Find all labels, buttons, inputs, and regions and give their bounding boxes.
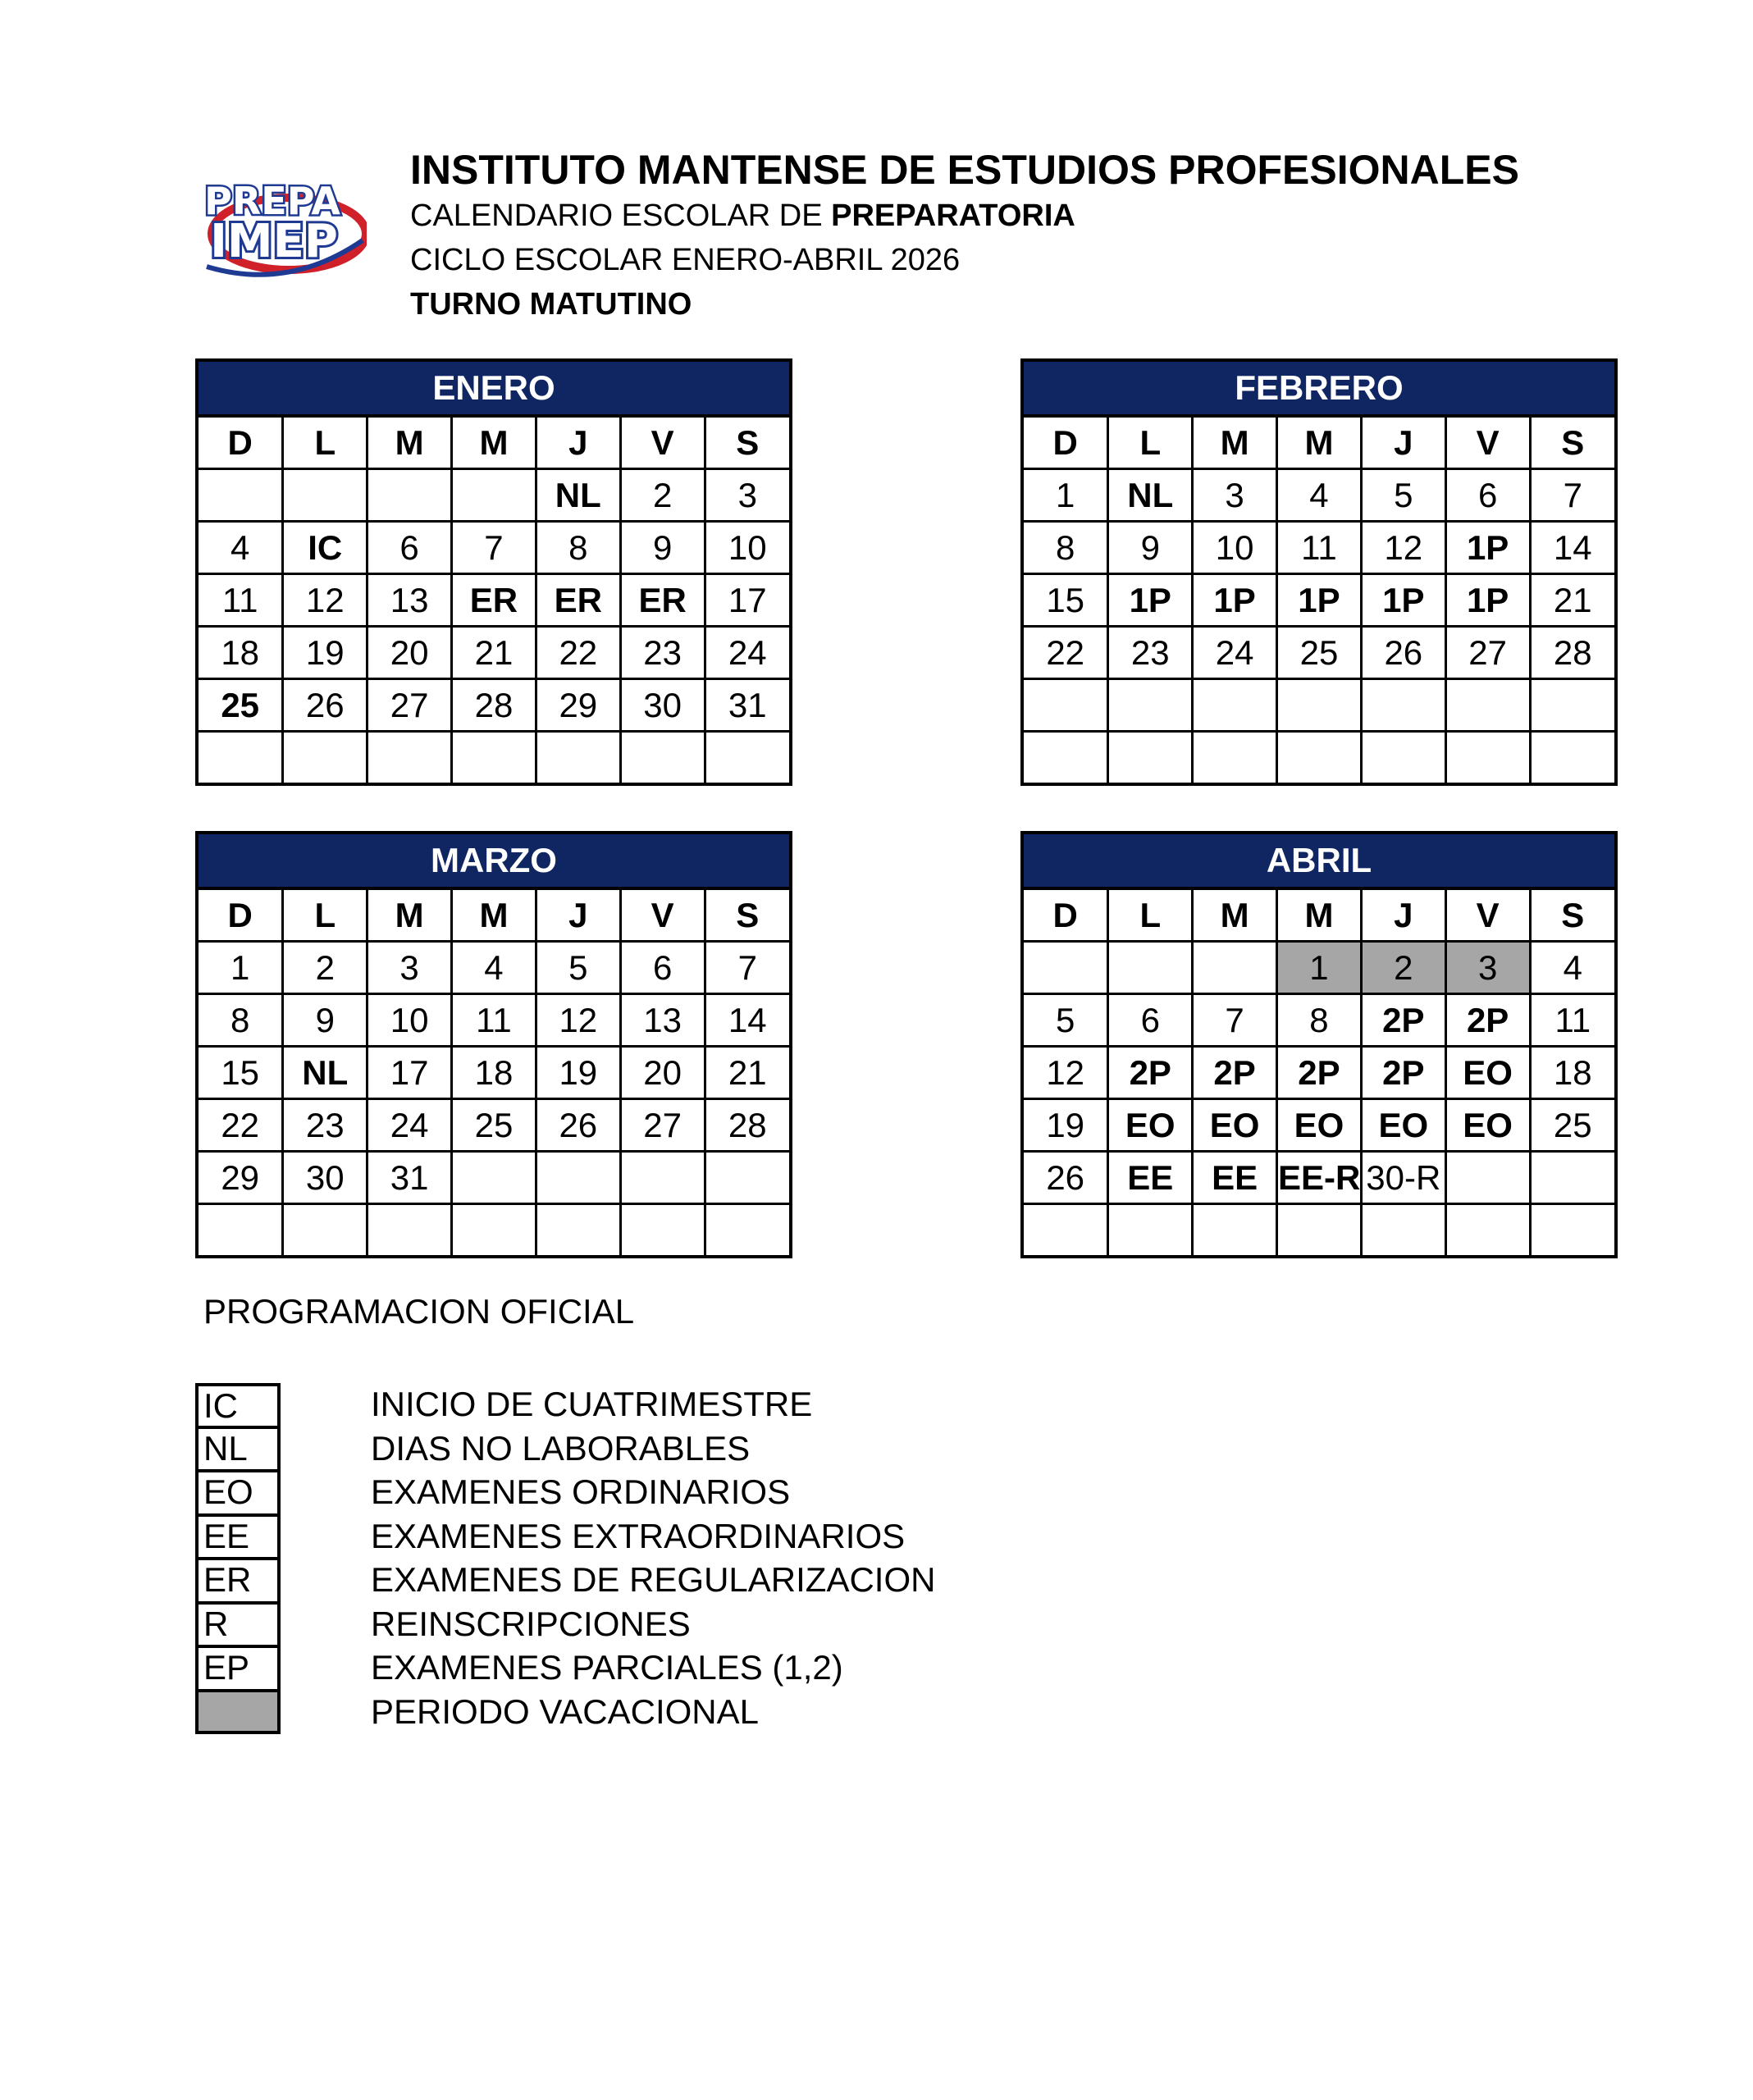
day-cell: [620, 1152, 705, 1204]
day-cell: EO: [1108, 1099, 1193, 1152]
legend-code: EE: [195, 1515, 281, 1559]
day-cell: NL: [536, 469, 620, 522]
day-cell: [1108, 1204, 1193, 1256]
legend-description: EXAMENES EXTRAORDINARIOS: [371, 1516, 906, 1555]
day-cell: 8: [1277, 994, 1362, 1047]
day-cell: [1024, 1204, 1108, 1256]
institute-title: INSTITUTO MANTENSE DE ESTUDIOS PROFESIONALES: [410, 147, 1519, 193]
day-cell: 19: [536, 1047, 620, 1099]
day-cell: [199, 1204, 283, 1256]
legend-code: ER: [195, 1559, 281, 1603]
legend-description: EXAMENES DE REGULARIZACION: [371, 1560, 936, 1599]
week-row: [1024, 1152, 1614, 1204]
day-cell: 17: [705, 574, 789, 627]
day-cell: [620, 732, 705, 783]
day-cell: 14: [1530, 522, 1614, 574]
day-cell: 19: [1024, 1099, 1108, 1152]
day-cell: 13: [620, 994, 705, 1047]
day-cell: 28: [452, 679, 536, 732]
week-row: [199, 1047, 789, 1099]
weekday-label: D: [199, 418, 283, 469]
legend-code: EP: [195, 1646, 281, 1691]
day-cell: 29: [199, 1152, 283, 1204]
day-cell: EE-R: [1277, 1152, 1362, 1204]
day-cell: 2: [283, 942, 367, 994]
month-title: ENERO: [199, 362, 789, 418]
day-cell: 1: [1277, 942, 1362, 994]
week-row: [199, 679, 789, 732]
weekday-label: S: [705, 418, 789, 469]
week-row: [199, 627, 789, 679]
weekday-label: V: [620, 418, 705, 469]
day-cell: 23: [620, 627, 705, 679]
week-row: [1024, 679, 1614, 732]
logo-top-text: PREPA: [204, 179, 340, 223]
day-cell: 30: [620, 679, 705, 732]
day-cell: [1361, 732, 1445, 783]
weekday-label: M: [1277, 890, 1362, 942]
legend-description: EXAMENES PARCIALES (1,2): [371, 1648, 843, 1687]
day-cell: 1P: [1193, 574, 1277, 627]
day-cell: 3: [1193, 469, 1277, 522]
day-cell: 4: [199, 522, 283, 574]
day-cell: 27: [620, 1099, 705, 1152]
day-cell: 29: [536, 679, 620, 732]
day-cell: 21: [705, 1047, 789, 1099]
day-cell: 10: [705, 522, 789, 574]
week-row: [1024, 994, 1614, 1047]
day-cell: ER: [620, 574, 705, 627]
vacation-swatch: [195, 1691, 281, 1735]
legend-description: DIAS NO LABORABLES: [371, 1428, 751, 1468]
day-cell: NL: [283, 1047, 367, 1099]
day-cell: 5: [1361, 469, 1445, 522]
legend-description: EXAMENES ORDINARIOS: [371, 1472, 791, 1511]
day-cell: [1193, 1204, 1277, 1256]
weekday-label: D: [1024, 890, 1108, 942]
day-cell: 6: [367, 522, 452, 574]
day-cell: 18: [452, 1047, 536, 1099]
day-cell: 2P: [1361, 994, 1445, 1047]
day-cell: 4: [1277, 469, 1362, 522]
week-row: [1024, 942, 1614, 994]
weekday-label: D: [199, 890, 283, 942]
legend-code: IC: [195, 1383, 281, 1427]
day-cell: 30-R: [1361, 1152, 1445, 1204]
day-cell: [1024, 679, 1108, 732]
day-cell: 27: [1445, 627, 1530, 679]
day-cell: 13: [367, 574, 452, 627]
week-row: [199, 732, 789, 783]
school-cycle: CICLO ESCOLAR ENERO-ABRIL 2026: [410, 243, 961, 277]
day-cell: 7: [705, 942, 789, 994]
weekday-label: L: [283, 890, 367, 942]
weekday-label: D: [1024, 418, 1108, 469]
shift-label: TURNO MATUTINO: [410, 287, 692, 322]
day-cell: 25: [452, 1099, 536, 1152]
day-cell: [1193, 732, 1277, 783]
day-cell: [283, 1204, 367, 1256]
day-cell: 11: [452, 994, 536, 1047]
document-header: [410, 146, 1641, 326]
day-cell: 10: [1193, 522, 1277, 574]
day-cell: 28: [1530, 627, 1614, 679]
day-cell: [1445, 732, 1530, 783]
day-cell: 26: [1024, 1152, 1108, 1204]
day-cell: EO: [1277, 1099, 1362, 1152]
week-row: [199, 1152, 789, 1204]
day-cell: 1P: [1445, 522, 1530, 574]
day-cell: [1277, 732, 1362, 783]
weekday-label: V: [1445, 418, 1530, 469]
calendar-febrero: [1020, 358, 1618, 786]
day-cell: 31: [705, 679, 789, 732]
program-title: PROGRAMACION OFICIAL: [203, 1292, 635, 1331]
week-row: [199, 574, 789, 627]
day-cell: 1P: [1277, 574, 1362, 627]
day-cell: [367, 469, 452, 522]
day-cell: 26: [1361, 627, 1445, 679]
month-title: ABRIL: [1024, 834, 1614, 890]
day-cell: [1530, 1204, 1614, 1256]
day-cell: 3: [705, 469, 789, 522]
day-cell: EO: [1445, 1099, 1530, 1152]
legend-description: INICIO DE CUATRIMESTRE: [371, 1385, 813, 1423]
weekday-label: V: [1445, 890, 1530, 942]
day-cell: 9: [283, 994, 367, 1047]
day-cell: [536, 1204, 620, 1256]
day-cell: 6: [620, 942, 705, 994]
day-cell: 7: [1530, 469, 1614, 522]
week-row: [199, 942, 789, 994]
calendar-subtitle: CALENDARIO ESCOLAR DE PREPARATORIA: [410, 199, 1075, 233]
weekday-header-row: [1024, 418, 1614, 469]
day-cell: NL: [1108, 469, 1193, 522]
day-cell: 11: [1530, 994, 1614, 1047]
day-cell: [452, 732, 536, 783]
day-cell: 17: [367, 1047, 452, 1099]
day-cell: 15: [199, 1047, 283, 1099]
day-cell: 2: [1361, 942, 1445, 994]
weekday-label: J: [536, 418, 620, 469]
day-cell: 7: [452, 522, 536, 574]
day-cell: 24: [367, 1099, 452, 1152]
day-cell: [283, 732, 367, 783]
day-cell: [452, 1204, 536, 1256]
day-cell: 24: [1193, 627, 1277, 679]
day-cell: 14: [705, 994, 789, 1047]
week-row: [199, 1204, 789, 1256]
weekday-label: M: [1193, 418, 1277, 469]
day-cell: [1108, 732, 1193, 783]
day-cell: 12: [1024, 1047, 1108, 1099]
day-cell: 7: [1193, 994, 1277, 1047]
weekday-label: L: [1108, 418, 1193, 469]
day-cell: 3: [1445, 942, 1530, 994]
day-cell: 9: [1108, 522, 1193, 574]
day-cell: 21: [452, 627, 536, 679]
weekday-label: S: [1530, 890, 1614, 942]
weekday-label: S: [1530, 418, 1614, 469]
legend-description: PERIODO VACACIONAL: [371, 1691, 759, 1731]
day-cell: 22: [536, 627, 620, 679]
logo-bottom-text: IMEP: [210, 215, 338, 268]
day-cell: 18: [1530, 1047, 1614, 1099]
day-cell: 12: [1361, 522, 1445, 574]
day-cell: ER: [536, 574, 620, 627]
day-cell: 19: [283, 627, 367, 679]
day-cell: 1: [1024, 469, 1108, 522]
day-cell: [1024, 942, 1108, 994]
day-cell: 4: [1530, 942, 1614, 994]
day-cell: [705, 1152, 789, 1204]
weekday-label: M: [367, 890, 452, 942]
weekday-label: S: [705, 890, 789, 942]
legend-code: EO: [195, 1471, 281, 1515]
day-cell: [620, 1204, 705, 1256]
day-cell: 1P: [1108, 574, 1193, 627]
day-cell: [452, 1152, 536, 1204]
week-row: [1024, 1099, 1614, 1152]
day-cell: [536, 732, 620, 783]
day-cell: [199, 732, 283, 783]
weekday-label: M: [1277, 418, 1362, 469]
day-cell: [1193, 679, 1277, 732]
day-cell: 21: [1530, 574, 1614, 627]
day-cell: EE: [1108, 1152, 1193, 1204]
day-cell: [705, 732, 789, 783]
day-cell: 27: [367, 679, 452, 732]
day-cell: 1P: [1445, 574, 1530, 627]
day-cell: 28: [705, 1099, 789, 1152]
day-cell: 11: [1277, 522, 1362, 574]
weekday-header-row: [1024, 890, 1614, 942]
day-cell: 25: [199, 679, 283, 732]
day-cell: 25: [1530, 1099, 1614, 1152]
weekday-label: L: [1108, 890, 1193, 942]
week-row: [199, 994, 789, 1047]
day-cell: 2: [620, 469, 705, 522]
day-cell: [367, 1204, 452, 1256]
day-cell: [1108, 942, 1193, 994]
day-cell: 15: [1024, 574, 1108, 627]
legend-code: NL: [195, 1427, 281, 1472]
legend-code: R: [195, 1603, 281, 1647]
day-cell: EE: [1193, 1152, 1277, 1204]
day-cell: EO: [1445, 1047, 1530, 1099]
day-cell: 22: [1024, 627, 1108, 679]
day-cell: 18: [199, 627, 283, 679]
day-cell: 23: [1108, 627, 1193, 679]
day-cell: [1530, 1152, 1614, 1204]
legend-description: REINSCRIPCIONES: [371, 1604, 691, 1643]
day-cell: [705, 1204, 789, 1256]
calendar-marzo: [195, 831, 792, 1258]
day-cell: [1277, 679, 1362, 732]
day-cell: [199, 469, 283, 522]
weekday-label: M: [1193, 890, 1277, 942]
week-row: [199, 1099, 789, 1152]
day-cell: 26: [536, 1099, 620, 1152]
day-cell: 22: [199, 1099, 283, 1152]
weekday-label: V: [620, 890, 705, 942]
weekday-label: M: [452, 418, 536, 469]
day-cell: 8: [536, 522, 620, 574]
day-cell: 31: [367, 1152, 452, 1204]
day-cell: [1361, 1204, 1445, 1256]
day-cell: [367, 732, 452, 783]
weekday-label: M: [452, 890, 536, 942]
weekday-label: J: [1361, 890, 1445, 942]
week-row: [199, 469, 789, 522]
day-cell: EO: [1361, 1099, 1445, 1152]
day-cell: [1530, 732, 1614, 783]
weekday-label: J: [536, 890, 620, 942]
day-cell: 30: [283, 1152, 367, 1204]
day-cell: 24: [705, 627, 789, 679]
day-cell: 6: [1108, 994, 1193, 1047]
day-cell: [1361, 679, 1445, 732]
day-cell: 9: [620, 522, 705, 574]
day-cell: [1445, 1204, 1530, 1256]
day-cell: 6: [1445, 469, 1530, 522]
day-cell: 20: [367, 627, 452, 679]
day-cell: 5: [536, 942, 620, 994]
week-row: [1024, 1204, 1614, 1256]
weekday-header-row: [199, 890, 789, 942]
day-cell: [536, 1152, 620, 1204]
day-cell: 11: [199, 574, 283, 627]
day-cell: 2P: [1277, 1047, 1362, 1099]
day-cell: [1445, 679, 1530, 732]
day-cell: [283, 469, 367, 522]
day-cell: 10: [367, 994, 452, 1047]
day-cell: IC: [283, 522, 367, 574]
day-cell: 3: [367, 942, 452, 994]
weekday-label: J: [1361, 418, 1445, 469]
day-cell: 2P: [1108, 1047, 1193, 1099]
day-cell: [1108, 679, 1193, 732]
week-row: [1024, 469, 1614, 522]
weekday-label: M: [367, 418, 452, 469]
week-row: [1024, 574, 1614, 627]
day-cell: EO: [1193, 1099, 1277, 1152]
month-title: MARZO: [199, 834, 789, 890]
day-cell: 26: [283, 679, 367, 732]
day-cell: 2P: [1193, 1047, 1277, 1099]
week-row: [1024, 522, 1614, 574]
day-cell: 25: [1277, 627, 1362, 679]
calendar-abril: [1020, 831, 1618, 1258]
day-cell: [1530, 679, 1614, 732]
week-row: [1024, 732, 1614, 783]
day-cell: 1P: [1361, 574, 1445, 627]
day-cell: 2P: [1361, 1047, 1445, 1099]
day-cell: 12: [536, 994, 620, 1047]
weekday-header-row: [199, 418, 789, 469]
week-row: [1024, 627, 1614, 679]
prepa-imep-logo: [190, 168, 367, 283]
day-cell: 23: [283, 1099, 367, 1152]
day-cell: 12: [283, 574, 367, 627]
day-cell: [452, 469, 536, 522]
day-cell: [1193, 942, 1277, 994]
day-cell: 1: [199, 942, 283, 994]
day-cell: 20: [620, 1047, 705, 1099]
calendar-enero: [195, 358, 792, 786]
week-row: [1024, 1047, 1614, 1099]
day-cell: 8: [199, 994, 283, 1047]
day-cell: 4: [452, 942, 536, 994]
day-cell: [1277, 1204, 1362, 1256]
day-cell: [1445, 1152, 1530, 1204]
day-cell: 2P: [1445, 994, 1530, 1047]
day-cell: [1024, 732, 1108, 783]
weekday-label: L: [283, 418, 367, 469]
month-title: FEBRERO: [1024, 362, 1614, 418]
day-cell: ER: [452, 574, 536, 627]
week-row: [199, 522, 789, 574]
day-cell: 5: [1024, 994, 1108, 1047]
day-cell: 8: [1024, 522, 1108, 574]
